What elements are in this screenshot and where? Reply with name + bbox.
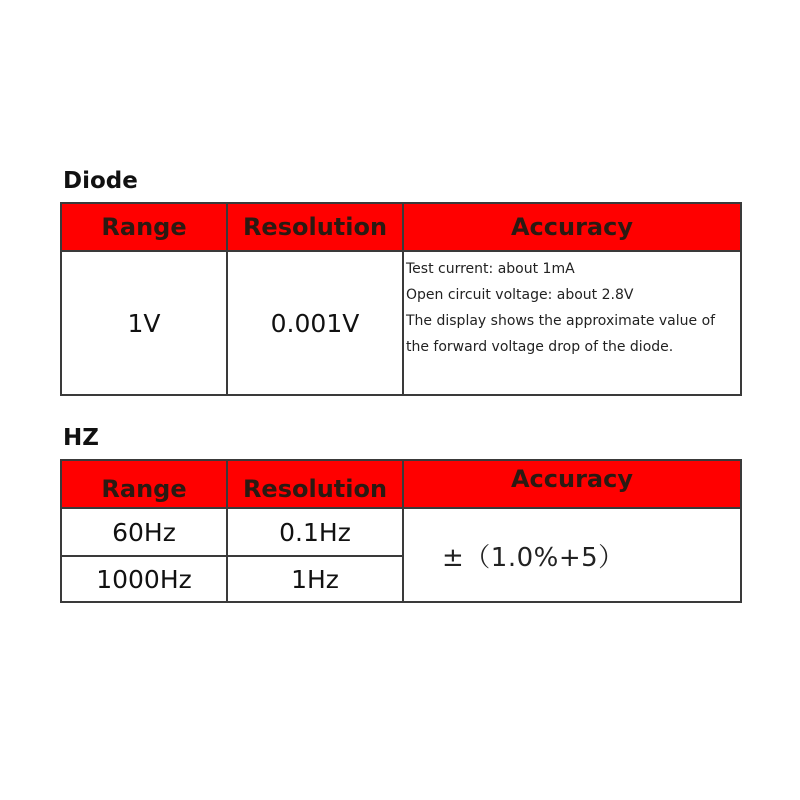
hz-resolution-value-2: 1Hz xyxy=(227,556,403,602)
diode-data-row xyxy=(61,251,741,395)
diode-range-value: 1V xyxy=(61,251,227,395)
diode-note-display-2: the forward voltage drop of the diode. xyxy=(406,339,674,355)
hz-header-row xyxy=(61,460,741,508)
hz-header-resolution: Resolution xyxy=(227,460,403,508)
hz-spec-table xyxy=(60,459,742,603)
hz-range-value-2: 1000Hz xyxy=(61,556,227,602)
hz-accuracy-value: ±（1.0%+5） xyxy=(403,508,741,602)
diode-spec-table xyxy=(60,202,742,396)
hz-header-range: Range xyxy=(61,460,227,508)
hz-section-title: HZ xyxy=(63,425,99,451)
diode-section-title: Diode xyxy=(63,168,138,194)
hz-range-value-1: 60Hz xyxy=(61,508,227,556)
hz-data-row-1 xyxy=(61,508,741,556)
diode-header-row xyxy=(61,203,741,251)
diode-header-resolution: Resolution xyxy=(227,203,403,251)
diode-resolution-value: 0.001V xyxy=(227,251,403,395)
diode-accuracy-notes xyxy=(403,251,741,395)
hz-resolution-value-1: 0.1Hz xyxy=(227,508,403,556)
diode-header-accuracy: Accuracy xyxy=(403,203,741,251)
diode-note-display-1: The display shows the approximate value of xyxy=(406,313,716,329)
diode-note-test-current: Test current: about 1mA xyxy=(406,261,575,277)
diode-header-range: Range xyxy=(61,203,227,251)
hz-header-accuracy: Accuracy xyxy=(403,460,741,508)
diode-note-open-circuit: Open circuit voltage: about 2.8V xyxy=(406,287,634,303)
